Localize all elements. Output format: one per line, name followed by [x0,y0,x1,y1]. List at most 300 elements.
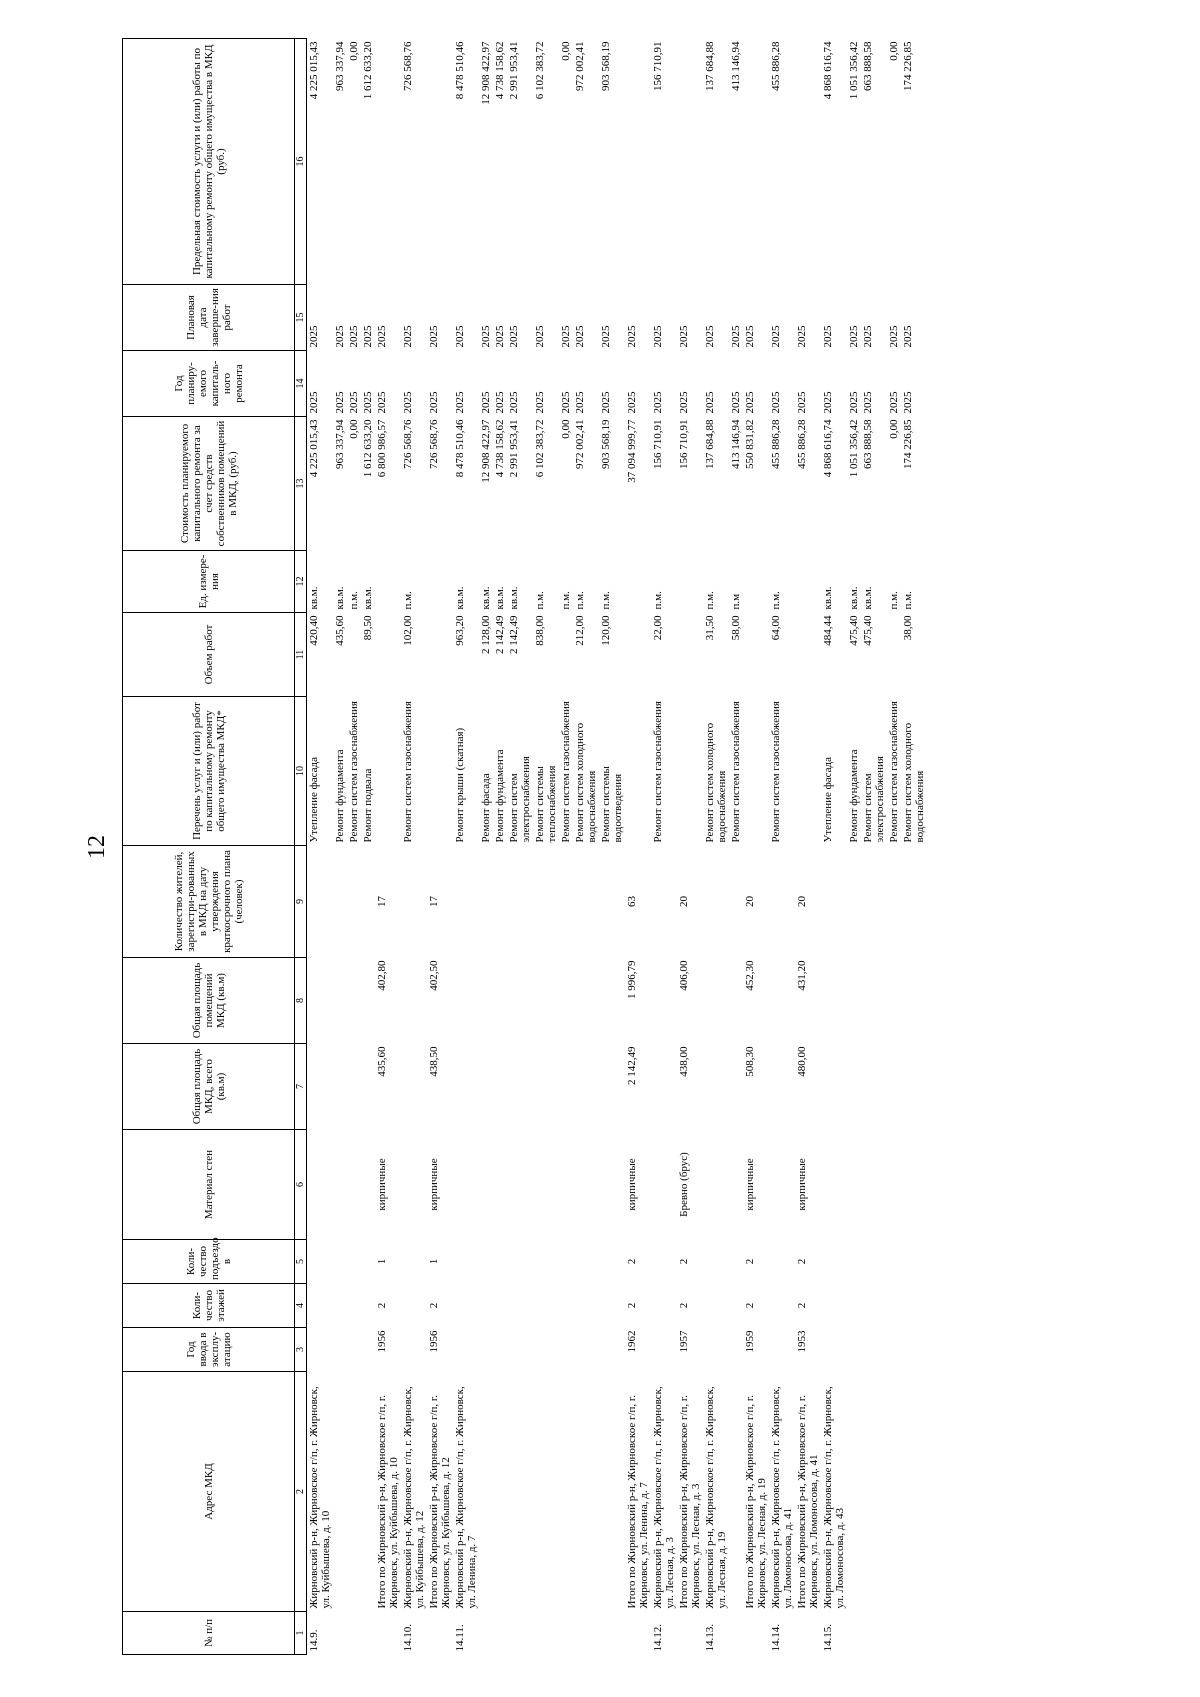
row-number [729,1612,743,1655]
floors-cell [507,1284,533,1328]
floors-cell: 2 [428,1302,440,1309]
limit-cost-cell: 4 738 158,62 [494,41,506,100]
table-row [573,39,599,1655]
column-index: 5 [295,1240,307,1284]
limit-cost-cell: 8 478 510,46 [454,41,466,100]
total-area-cell [821,1044,847,1130]
work-cell: Ремонт систем газоснабжения [348,701,360,843]
rooms-area-cell [533,958,559,1044]
floors-cell: 2 [796,1302,808,1309]
year-cell [887,1328,901,1372]
table-row [847,39,861,1655]
entrances-cell [493,1240,507,1284]
cost-cell: 413 146,94 [730,419,742,469]
residents-cell [573,846,599,958]
unit-cell: п.м [730,593,742,610]
table-row [375,39,401,1655]
cost-cell: 4 225 015,43 [308,419,320,478]
limit-cost-cell [743,39,769,285]
plan-year-cell: 2025 [678,391,690,414]
plan-year-cell: 2025 [770,391,782,414]
address-cell [599,1372,625,1612]
work-cell: Утепление фасада [308,756,320,843]
rooms-area-cell [769,958,795,1044]
volume-cell [347,613,361,697]
cost-cell: 0,00 [560,419,572,439]
entrances-cell [861,1240,887,1284]
unit-cell: п.м. [534,591,546,610]
table-row [427,39,453,1655]
end-year-cell: 2025 [402,325,414,348]
total-area-cell [703,1044,729,1130]
table-row [479,39,493,1655]
work-cell: Ремонт систем электроснабжения [862,756,886,843]
entrances-cell [847,1240,861,1284]
cost-cell: 6 102 383,72 [534,419,546,478]
end-year-cell: 2025 [534,325,546,348]
table-row [507,39,533,1655]
column-index: 8 [295,958,307,1044]
floors-cell [533,1284,559,1328]
work-cell [795,697,821,846]
total-area-cell [901,1044,927,1130]
unit-cell: кв.м. [494,586,506,610]
table-row [401,39,427,1655]
limit-cost-cell [795,39,821,285]
work-cell: Ремонт системы водоотведения [600,766,624,843]
table-row [625,39,651,1655]
residents-cell [769,846,795,958]
limit-cost-cell: 903 568,19 [600,41,612,91]
residents-cell: 20 [796,896,808,907]
floors-cell: 2 [626,1302,638,1309]
rooms-area-cell [401,958,427,1044]
volume-cell: 484,44 [822,615,834,646]
end-year-cell: 2025 [494,325,506,348]
entrances-cell [769,1240,795,1284]
entrances-cell [479,1240,493,1284]
cost-cell: 550 831,82 [744,419,756,469]
cost-cell: 12 908 422,97 [480,419,492,483]
residents-cell [307,846,334,958]
unit-cell: п.м. [652,591,664,610]
volume-cell: 31,50 [704,615,716,641]
year-cell [479,1328,493,1372]
plan-year-cell: 2025 [308,391,320,414]
material-cell [901,1130,927,1240]
rooms-area-cell [479,958,493,1044]
year-cell [307,1328,334,1372]
cost-cell: 455 886,28 [770,419,782,469]
plan-year-cell: 2025 [744,391,756,414]
end-year-cell: 2025 [796,325,808,348]
table-row [677,39,703,1655]
work-cell: Утепление фасада [822,756,834,843]
total-area-cell [307,1044,334,1130]
rooms-area-cell [847,958,861,1044]
work-cell: Ремонт фундамента [848,749,860,843]
residents-cell [861,846,887,958]
material-cell: кирпичные [428,1158,440,1211]
entrances-cell: 2 [796,1258,808,1265]
row-number [427,1612,453,1655]
work-cell: Ремонт систем холодного водоснабжения [902,722,926,843]
row-number [625,1612,651,1655]
unit-cell: кв.м. [308,586,320,610]
table-row [333,39,347,1655]
volume-cell: 963,20 [454,615,466,646]
residents-cell [729,846,743,958]
cost-cell: 37 094 999,77 [626,419,638,483]
year-cell [821,1328,847,1372]
total-area-cell [493,1044,507,1130]
plan-year-cell: 2025 [574,391,586,414]
residents-cell [507,846,533,958]
cost-cell: 137 684,88 [704,419,716,469]
address-cell: Итого по Жирновский р-н, Жирновское г/п, г. Жирновск, ул. Ломоносова, д. 41 [796,1395,820,1609]
end-year-cell: 2025 [454,325,466,348]
plan-year-cell: 2025 [362,391,374,414]
volume-cell [795,613,821,697]
rooms-area-cell [507,958,533,1044]
address-cell: Итого по Жирновский р-н, Жирновское г/п, г. Жирновск, ул. Куйбышева, д. 12 [428,1395,452,1609]
floors-cell: 2 [376,1302,388,1309]
cost-cell: 2 991 953,41 [508,419,520,478]
limit-cost-cell [625,39,651,285]
header-row [123,39,295,1655]
end-year-cell: 2025 [480,325,492,348]
unit-cell [677,551,703,613]
unit-cell: п.м. [770,591,782,610]
rooms-area-cell [651,958,677,1044]
volume-cell: 2 142,49 [494,615,506,654]
total-area-cell [729,1044,743,1130]
row-number [533,1612,559,1655]
end-year-cell: 2025 [348,325,360,348]
end-year-cell: 2025 [730,325,742,348]
rooms-area-cell [361,958,375,1044]
rooms-area-cell [821,958,847,1044]
end-year-cell: 2025 [308,325,320,348]
residents-cell [703,846,729,958]
row-number [887,1612,901,1655]
year-cell [507,1328,533,1372]
plan-year-cell: 2025 [796,391,808,414]
work-cell [743,697,769,846]
unit-cell: кв.м. [334,586,346,610]
column-index: 14 [295,351,307,417]
address-cell [573,1372,599,1612]
unit-cell: кв.м. [480,586,492,610]
material-cell [533,1130,559,1240]
address-cell [347,1372,361,1612]
floors-cell: 2 [744,1302,756,1309]
row-number [479,1612,493,1655]
row-number [861,1612,887,1655]
floors-cell [651,1284,677,1328]
header-cell: Общая площадь помещений МКД (кв.м) [123,958,295,1044]
table-row [651,39,677,1655]
row-number [361,1612,375,1655]
unit-cell: п.м. [348,591,360,610]
work-cell: Ремонт подвала [362,768,374,843]
material-cell [769,1130,795,1240]
table-row [453,39,479,1655]
plan-year-cell: 2025 [348,391,360,414]
header-cell: Общая площадь МКД, всего (кв.м) [123,1044,295,1130]
work-cell [427,697,453,846]
row-number [795,1612,821,1655]
material-cell [333,1130,347,1240]
total-area-cell [887,1044,901,1130]
unit-cell: п.м. [600,591,612,610]
year-cell [559,1328,573,1372]
column-index: 3 [295,1328,307,1372]
total-area-cell [769,1044,795,1130]
address-cell [887,1372,901,1612]
unit-cell [375,551,401,613]
residents-cell: 17 [428,896,440,907]
year-cell: 1953 [796,1330,808,1353]
volume-cell: 89,50 [362,615,374,641]
entrances-cell [651,1240,677,1284]
header-cell: Объем работ [123,613,295,697]
limit-cost-cell: 6 102 383,72 [534,41,546,100]
year-cell [333,1328,347,1372]
floors-cell [821,1284,847,1328]
end-year-cell: 2025 [334,325,346,348]
cost-cell: 0,00 [888,419,900,439]
address-cell [479,1372,493,1612]
work-cell [625,697,651,846]
address-cell: Жирновский р-н, Жирновское г/п, г. Жирновск, ул. Куйбышева, д. 10 [308,1386,332,1609]
row-number: 14.9. [308,1629,320,1652]
column-index: 2 [295,1372,307,1612]
address-cell [533,1372,559,1612]
work-cell: Ремонт систем газоснабжения [888,701,900,843]
year-cell [453,1328,479,1372]
row-number [375,1612,401,1655]
volume-cell: 420,40 [308,615,320,646]
total-area-cell: 508,30 [744,1046,756,1077]
volume-cell [427,613,453,697]
address-cell [847,1372,861,1612]
rooms-area-cell [493,958,507,1044]
floors-cell [347,1284,361,1328]
floors-cell [703,1284,729,1328]
limit-cost-cell: 1 612 633,20 [362,41,374,100]
plan-year-cell: 2025 [334,391,346,414]
cost-cell: 6 800 986,57 [376,419,388,478]
total-area-cell: 435,60 [376,1046,388,1077]
limit-cost-cell: 12 908 422,97 [480,41,492,105]
work-cell: Ремонт системы теплоснабжения [534,765,558,843]
row-number: 14.14. [770,1624,782,1652]
end-year-cell: 2025 [822,325,834,348]
row-number [347,1612,361,1655]
rooms-area-cell: 431,20 [796,960,808,991]
residents-cell: 63 [626,896,638,907]
row-number: 14.12. [652,1624,664,1652]
end-year-cell: 2025 [376,325,388,348]
entrances-cell [307,1240,334,1284]
material-cell [479,1130,493,1240]
entrances-cell [333,1240,347,1284]
year-cell [901,1328,927,1372]
plan-year-cell: 2025 [600,391,612,414]
plan-year-cell: 2025 [848,391,860,414]
total-area-cell [401,1044,427,1130]
address-cell: Жирновский р-н, Жирновское г/п, г. Жирновск, ул. Лесная, д. 19 [704,1386,728,1609]
end-year-cell: 2025 [770,325,782,348]
residents-cell [361,846,375,958]
header-cell: Ед. измере-ния [123,551,295,613]
cost-cell: 0,00 [348,419,360,439]
rooms-area-cell [307,958,334,1044]
unit-cell: кв.м. [508,586,520,610]
material-cell: кирпичные [744,1158,756,1211]
column-index: 10 [295,697,307,846]
year-cell: 1957 [678,1330,690,1353]
address-cell: Жирновский р-н, Жирновское г/п, г. Жирновск, ул. Лесная, д. 3 [652,1386,676,1609]
plan-year-cell: 2025 [494,391,506,414]
work-cell: Ремонт систем холодного водоснабжения [704,722,728,843]
volume-cell [625,613,651,697]
table-row [703,39,729,1655]
rooms-area-cell [887,958,901,1044]
residents-cell [599,846,625,958]
address-cell: Итого по Жирновский р-н, Жирновское г/п, г. Жирновск, ул. Лесная, д. 19 [744,1395,768,1609]
year-cell [847,1328,861,1372]
limit-cost-cell: 0,00 [348,41,360,61]
residents-cell [493,846,507,958]
floors-cell [559,1284,573,1328]
year-cell [769,1328,795,1372]
limit-cost-cell: 137 684,88 [704,41,716,91]
volume-cell [677,613,703,697]
entrances-cell [573,1240,599,1284]
header-cell: Количество жителей, зарегистри-рованных в МКД на дату утверждения краткосрочного плана (человек) [123,846,295,958]
address-cell: Жирновский р-н, Жирновское г/п, г. Жирновск, ул. Куйбышева, д. 12 [402,1386,426,1609]
address-cell: Итого по Жирновский р-н, Жирновское г/п, г. Жирновск, ул. Ленина, д. 7 [626,1395,650,1609]
volume-cell [743,613,769,697]
year-cell [361,1328,375,1372]
year-cell: 1959 [744,1330,756,1353]
volume-cell: 120,00 [600,615,612,646]
residents-cell [453,846,479,958]
work-cell [677,697,703,846]
entrances-cell: 1 [376,1258,388,1265]
plan-year-cell: 2025 [560,391,572,414]
year-cell [573,1328,599,1372]
cost-cell: 4 738 158,62 [494,419,506,478]
residents-cell [559,846,573,958]
material-cell [599,1130,625,1240]
floors-cell [493,1284,507,1328]
work-cell [375,697,401,846]
work-cell: Ремонт систем газоснабжения [560,701,572,843]
table-row [493,39,507,1655]
plan-year-cell: 2025 [862,391,874,414]
plan-year-cell: 2025 [480,391,492,414]
end-year-cell: 2025 [902,325,914,348]
header-cell: Год планиру-емого капиталь-ного ремонта [123,351,295,417]
header-cell: № п/п [123,1612,295,1655]
plan-year-cell: 2025 [704,391,716,414]
row-number [333,1612,347,1655]
cost-cell: 156 710,91 [678,419,690,469]
header-cell: Год ввода в эксплу-атацию [123,1328,295,1372]
residents-cell: 20 [678,896,690,907]
address-cell: Жирновский р-н, Жирновское г/п, г. Жирновск, ул. Ленина, д. 7 [454,1386,478,1609]
entrances-cell [361,1240,375,1284]
row-number: 14.10. [402,1624,414,1652]
entrances-cell: 2 [678,1258,690,1265]
column-index: 4 [295,1284,307,1328]
volume-cell: 102,00 [402,615,414,646]
material-cell [453,1130,479,1240]
residents-cell [401,846,427,958]
entrances-cell [599,1240,625,1284]
total-area-cell: 438,00 [678,1046,690,1077]
table-row [559,39,573,1655]
row-number [573,1612,599,1655]
end-year-cell: 2025 [428,325,440,348]
header-cell: Плановая дата заверше-ния работ [123,285,295,351]
entrances-cell: 2 [744,1258,756,1265]
work-cell: Ремонт фундамента [494,749,506,843]
address-cell [507,1372,533,1612]
material-cell: кирпичные [376,1158,388,1211]
entrances-cell [559,1240,573,1284]
address-cell [729,1372,743,1612]
rooms-area-cell [347,958,361,1044]
limit-cost-cell: 663 888,58 [862,41,874,91]
total-area-cell [651,1044,677,1130]
end-year-cell: 2025 [626,325,638,348]
limit-cost-cell: 1 051 356,42 [848,41,860,100]
entrances-cell: 2 [626,1258,638,1265]
material-cell [573,1130,599,1240]
residents-cell [347,846,361,958]
column-index: 13 [295,417,307,551]
year-cell [493,1328,507,1372]
volume-cell [887,613,901,697]
year-cell [861,1328,887,1372]
limit-cost-cell: 972 002,41 [574,41,586,91]
volume-cell: 475,40 [848,615,860,646]
total-area-cell [361,1044,375,1130]
work-cell: Ремонт систем газоснабжения [402,701,414,843]
entrances-cell [703,1240,729,1284]
table-row [729,39,743,1655]
column-index: 11 [295,613,307,697]
total-area-cell [333,1044,347,1130]
limit-cost-cell: 4 225 015,43 [308,41,320,100]
header-cell: Перечень услуг и (или) работ по капитальному ремонту общего имущества МКД* [123,697,295,846]
address-cell [559,1372,573,1612]
limit-cost-cell: 0,00 [560,41,572,61]
entrances-cell [507,1240,533,1284]
limit-cost-cell: 726 568,76 [402,41,414,91]
row-number [599,1612,625,1655]
repair-plan-table [122,38,927,1655]
year-cell: 1962 [626,1330,638,1353]
rooms-area-cell: 452,30 [744,960,756,991]
floors-cell [333,1284,347,1328]
work-cell: Ремонт фасада [480,773,492,843]
cost-cell: 726 568,76 [428,419,440,469]
